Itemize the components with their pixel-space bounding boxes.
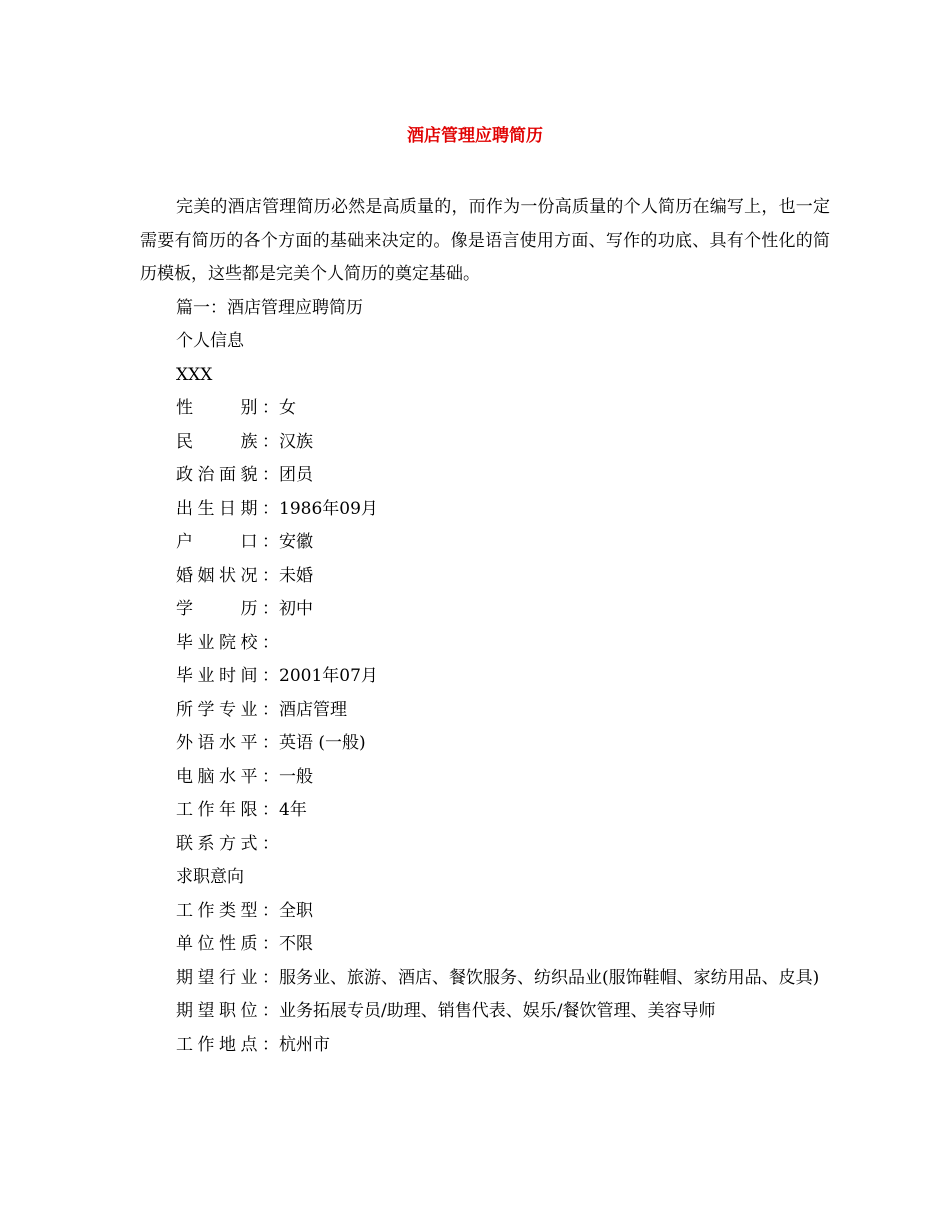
field-value: 4年 — [279, 800, 307, 820]
field-value: 汉族 — [279, 431, 313, 452]
field-label: 工作年限： — [176, 800, 279, 820]
candidate-name: XXX — [176, 364, 213, 385]
section-title: 篇一：酒店管理应聘简历 — [176, 297, 363, 318]
field-marital-status — [140, 560, 830, 594]
field-work-years — [140, 794, 830, 828]
field-label: 电脑水平： — [176, 766, 279, 787]
field-value: 未婚 — [279, 565, 313, 586]
field-value: 业务拓展专员/助理、销售代表、娱乐/餐饮管理、美容导师 — [279, 1001, 716, 1021]
field-label: 政治面貌： — [176, 465, 279, 485]
field-value: 杭州市 — [279, 1034, 330, 1055]
field-label: 性 别： — [176, 398, 279, 418]
field-birth-date — [140, 493, 830, 527]
field-label: 户 口： — [176, 532, 279, 552]
field-label: 学 历： — [176, 599, 279, 619]
field-value: 英语 (一般) — [279, 733, 366, 753]
field-value: 2001年07月 — [279, 666, 378, 686]
field-language-level — [140, 727, 830, 761]
field-value: 初中 — [279, 599, 313, 619]
field-value: 女 — [279, 398, 296, 418]
field-label: 毕业院校： — [176, 632, 279, 653]
field-value: 服务业、旅游、酒店、餐饮服务、纺织品业(服饰鞋帽、家纺用品、皮具) — [279, 967, 820, 988]
field-value: 团员 — [279, 465, 313, 485]
field-expected-industry — [140, 962, 830, 996]
document-title: 酒店管理应聘简历 — [407, 126, 543, 146]
field-company-type — [140, 928, 830, 962]
job-intent-heading: 求职意向 — [176, 867, 244, 887]
field-label: 民 族： — [176, 431, 279, 452]
field-label: 工作地点： — [176, 1034, 279, 1055]
document-body — [140, 191, 830, 1062]
intro-paragraph: 完美的酒店管理简历必然是高质量的，而作为一份高质量的个人简历在编写上，也一定需要有简历的各个方面的基础来决定的。像是语言使用方面、写作的功底、具有个性化的简历模板，这些都是完美个人简历的奠定基础。 — [140, 197, 830, 284]
field-job-type — [140, 895, 830, 929]
field-political-status — [140, 459, 830, 493]
field-computer-level — [140, 761, 830, 795]
field-ethnicity — [140, 426, 830, 460]
field-gender — [140, 392, 830, 426]
field-label: 婚姻状况： — [176, 565, 279, 586]
field-label: 期望职位： — [176, 1001, 279, 1021]
field-value: 一般 — [279, 766, 313, 787]
field-label: 所学专业： — [176, 699, 279, 720]
field-graduation-date — [140, 660, 830, 694]
field-education — [140, 593, 830, 627]
field-label: 联系方式： — [176, 833, 279, 854]
field-label: 出生日期： — [176, 498, 279, 519]
field-contact — [140, 828, 830, 862]
field-value: 安徽 — [279, 532, 313, 552]
field-work-location — [140, 1029, 830, 1063]
field-expected-position — [140, 995, 830, 1029]
field-label: 外语水平： — [176, 733, 279, 753]
field-major — [140, 694, 830, 728]
field-label: 工作类型： — [176, 900, 279, 921]
field-hukou — [140, 526, 830, 560]
field-school — [140, 627, 830, 661]
field-value: 酒店管理 — [279, 699, 347, 720]
field-value: 全职 — [279, 900, 313, 921]
field-value: 不限 — [279, 934, 313, 954]
field-value: 1986年09月 — [279, 498, 378, 519]
personal-info-heading: 个人信息 — [176, 331, 244, 351]
field-label: 毕业时间： — [176, 666, 279, 686]
field-label: 期望行业： — [176, 967, 279, 988]
field-label: 单位性质： — [176, 934, 279, 954]
